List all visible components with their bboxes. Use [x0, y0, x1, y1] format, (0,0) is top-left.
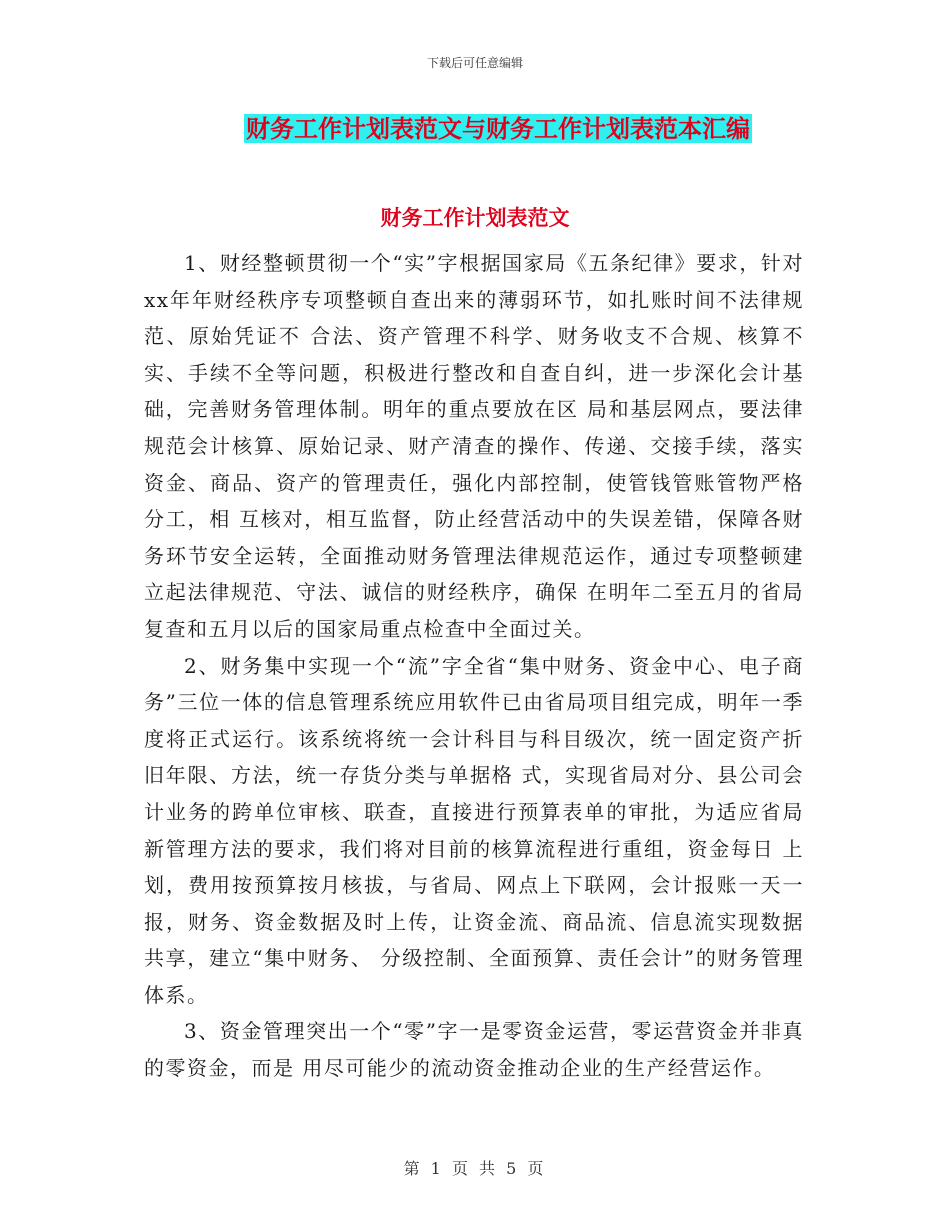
paragraph-2: 2、财务集中实现一个“流”字全省“集中财务、资金中心、电子商务”三位一体的信息管理系统应用软件已由省局项目组完成，明年一季度将正式运行。该系统将统一会计科目与科目级次，统一固定资产折旧年限、方法，统一存货分类与单据格 式，实现省局对分、县公司会计业务的跨单位审核、联查，直接进行预算表单的审批，为适应省局新管理方法的要求，我们将对目前的核算流程进行重组，资金每日 上划，费用按预算按月核拔，与省局、网点上下联网，会计报账一天一报，财务、资金数据及时上传，让资金流、商品流、信息流实现数据共享，建立“集中财务、 分级控制、全面预算、责任会计”的财务管理体系。: [144, 653, 804, 1007]
document-title: [0, 112, 950, 146]
document-body: [144, 245, 804, 1087]
page-number: 第 1 页 共 5 页: [403, 1159, 547, 1178]
section-title: 财务工作计划表范文: [380, 205, 570, 230]
paragraph-3: 3、资金管理突出一个“零”字一是零资金运营，零运营资金并非真的零资金，而是 用尽可能少的流动资金推动企业的生产经营运作。: [144, 1019, 804, 1081]
paragraph-1: 1、财经整顿贯彻一个“实”字根据国家局《五条纪律》要求，针对xx年年财经秩序专项整顿自查出来的薄弱环节，如扎账时间不法律规范、原始凭证不 合法、资产管理不科学、财务收支不合规、核算不实、手续不全等问题，积极进行整改和自查自纠，进一步深化会计基础，完善财务管理体制。明年的重点要放在区 局和基层网点，要法律规范会计核算、原始记录、财产清查的操作、传递、交接手续，落实资金、商品、资产的管理责任，强化内部控制，使管钱管账管物严格分工，相 互核对，相互监督，防止经营活动中的失误差错，保障各财务环节安全运转，全面推动财务管理法律规范运作，通过专项整顿建立起法律规范、守法、诚信的财经秩序，确保 在明年二至五月的省局复查和五月以后的国家局重点检查中全面过关。: [144, 251, 804, 641]
document-title-text: 财务工作计划表范文与财务工作计划表范本汇编: [246, 114, 750, 143]
header-note: 下载后可任意编辑: [426, 56, 523, 70]
